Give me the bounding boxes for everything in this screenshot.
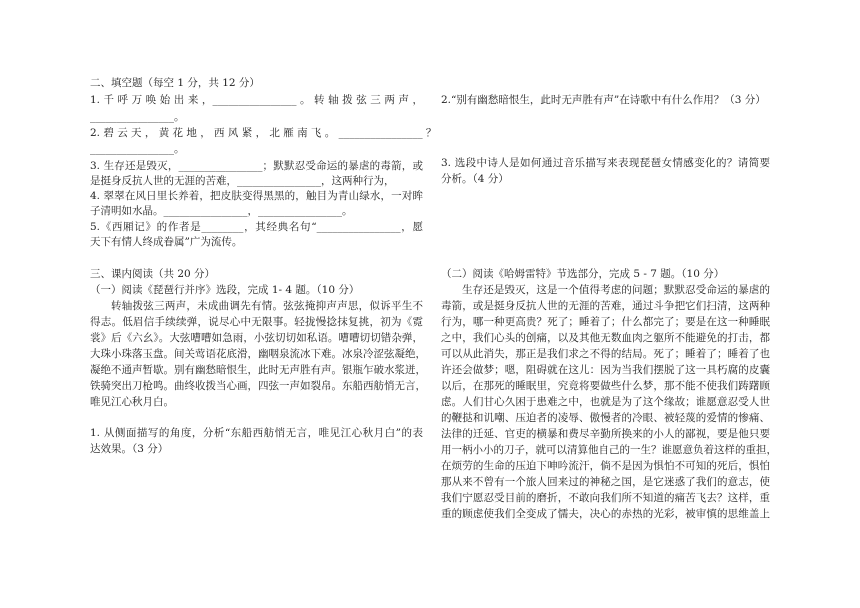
- hamlet-passage-line: 那从来不曾有一个旅人回来过的神秘之国，是它迷惑了我们的意志，使: [441, 476, 770, 488]
- fill-blank-q4: 4. 翠翠在风日里长养着，把皮肤变得黑黑的，触目为青山绿水，一对眸: [90, 190, 423, 202]
- pipa-passage-line: 铁骑突出刀枪鸣。曲终收拨当心画，四弦一声如裂帛。东船西舫悄无言，: [90, 380, 426, 392]
- pipa-passage-line: 大珠小珠落玉盘。间关莺语花底滑，幽咽泉流冰下难。冰泉冷涩弦凝绝，: [90, 348, 426, 360]
- pipa-passage-line: 转轴拨弦三两声，未成曲调先有情。弦弦掩抑声声思，似诉平生不: [111, 300, 423, 312]
- hamlet-passage-line: 的鞭挞和讥嘲、压迫者的凌辱、傲慢者的冷眼、被轻蔑的爱情的惨痛、: [441, 412, 770, 424]
- hamlet-passage-line: 重的顾虑使我们全变成了懦夫，决心的赤热的光彩，被审慎的思维盖上: [441, 508, 770, 520]
- reading-question-1: 1. 从侧面描写的角度，分析“东船西舫悄无言，唯见江心秋月白”的表: [90, 427, 423, 439]
- pipa-passage-line: 唯见江心秋月白。: [90, 396, 174, 408]
- reading-question-1-cont: 达效果。（3 分）: [90, 443, 169, 455]
- reading-section-title: 三、课内阅读（共 20 分）: [90, 268, 216, 280]
- reading-subsection-title: （一）阅读《琵琶行并序》选段，完成 1- 4 题。（10 分）: [90, 284, 360, 296]
- fill-blank-q2-cont: ________________。: [90, 143, 185, 155]
- hamlet-passage-line: 法律的迁延、官吏的横暴和费尽辛勤所换来的小人的鄙视，要是他只要: [441, 428, 770, 440]
- fill-blank-q5: 5.《西厢记》的作者是________，其经典名句“________________，愿: [90, 221, 423, 233]
- fill-blank-q1-cont: ________________。: [90, 111, 185, 123]
- hamlet-passage-line: 我们宁愿忍受目前的磨折，不敢向我们所不知道的痛苦飞去？这样，重: [441, 492, 770, 504]
- reading-question-2: 2.“别有幽愁暗恨生，此时无声胜有声”在诗歌中有什么作用？（3 分）: [441, 94, 766, 106]
- hamlet-passage-line: 生存还是毁灭，这是一个值得考虑的问题；默默忍受命运的暴虐的: [462, 284, 770, 296]
- fill-blank-q3-cont: 是挺身反抗人世的无涯的苦难，________________，这两种行为，: [90, 175, 395, 187]
- hamlet-passage-line: 在烦劳的生命的压迫下呻吟流汗，倘不是因为惧怕不可知的死后，惧怕: [441, 460, 770, 472]
- hamlet-passage-line: 之中，我们心头的创痛，以及其他无数血肉之躯所不能避免的打击，都: [441, 332, 770, 344]
- hamlet-passage-line: 用一柄小小的刀子，就可以清算他自己的一生？谁愿意负着这样的重担，: [441, 444, 777, 456]
- hamlet-passage-line: 虑。人们甘心久困于患难之中，也就是为了这个缘故；谁愿意忍受人世: [441, 396, 770, 408]
- hamlet-passage-line: 毒箭，或是挺身反抗人世的无涯的苦难，通过斗争把它们扫清，这两种: [441, 300, 770, 312]
- fill-blank-q2: 2. 碧 云 天 ， 黄 花 地 ， 西 风 紧 ， 北 雁 南 飞 。 ________________ ？: [90, 127, 437, 139]
- right-column: [441, 0, 777, 608]
- fill-blank-q4-cont: 子清明如水晶。________________，________________。: [90, 205, 353, 217]
- reading-question-3: 3. 选段中诗人是如何通过音乐描写来表现琵琶女情感变化的？请简要: [441, 157, 770, 169]
- hamlet-passage-line: 行为，哪一种更高贵？死了；睡着了；什么都完了；要是在这一种睡眠: [441, 316, 770, 328]
- fill-blank-q1: 1. 千 呼 万 唤 始 出 来 ，________________ 。 转 轴 拨 弦 三 两 声 ，: [90, 94, 423, 106]
- hamlet-passage-line: 以后，在那死的睡眠里，究竟将要做些什么梦，那不能不使我们踌躇顾: [441, 380, 770, 392]
- left-column: [90, 0, 437, 608]
- pipa-passage-line: 得志。低眉信手续续弹，说尽心中无限事。轻拢慢捻抹复挑，初为《霓: [90, 316, 423, 328]
- fill-blank-q3: 3. 生存还是毁灭，________________；默默忍受命运的暴虐的毒箭，或: [90, 160, 423, 172]
- pipa-passage-line: 裳》后《六幺》。大弦嘈嘈如急雨，小弦切切如私语。嘈嘈切切错杂弹，: [90, 332, 423, 344]
- fill-blank-q5-cont: 天下有情人终成眷属”广为流传。: [90, 236, 243, 248]
- fill-blank-section-title: 二、填空题（每空 1 分，共 12 分）: [90, 77, 260, 89]
- reading-question-3-cont: 分析。（4 分）: [441, 173, 509, 185]
- hamlet-passage-line: 许还会做梦；嗯，阻碍就在这儿：因为当我们摆脱了这一具朽腐的皮囊: [441, 364, 770, 376]
- pipa-passage-line: 凝绝不通声暂歇。别有幽愁暗恨生，此时无声胜有声。银瓶乍破水浆迸，: [90, 364, 426, 376]
- hamlet-subsection-title: （二）阅读《哈姆雷特》节选部分，完成 5 - 7 题。（10 分）: [441, 268, 725, 280]
- hamlet-passage-line: 可以从此消失，那正是我们求之不得的结局。死了；睡着了；睡着了也: [441, 348, 770, 360]
